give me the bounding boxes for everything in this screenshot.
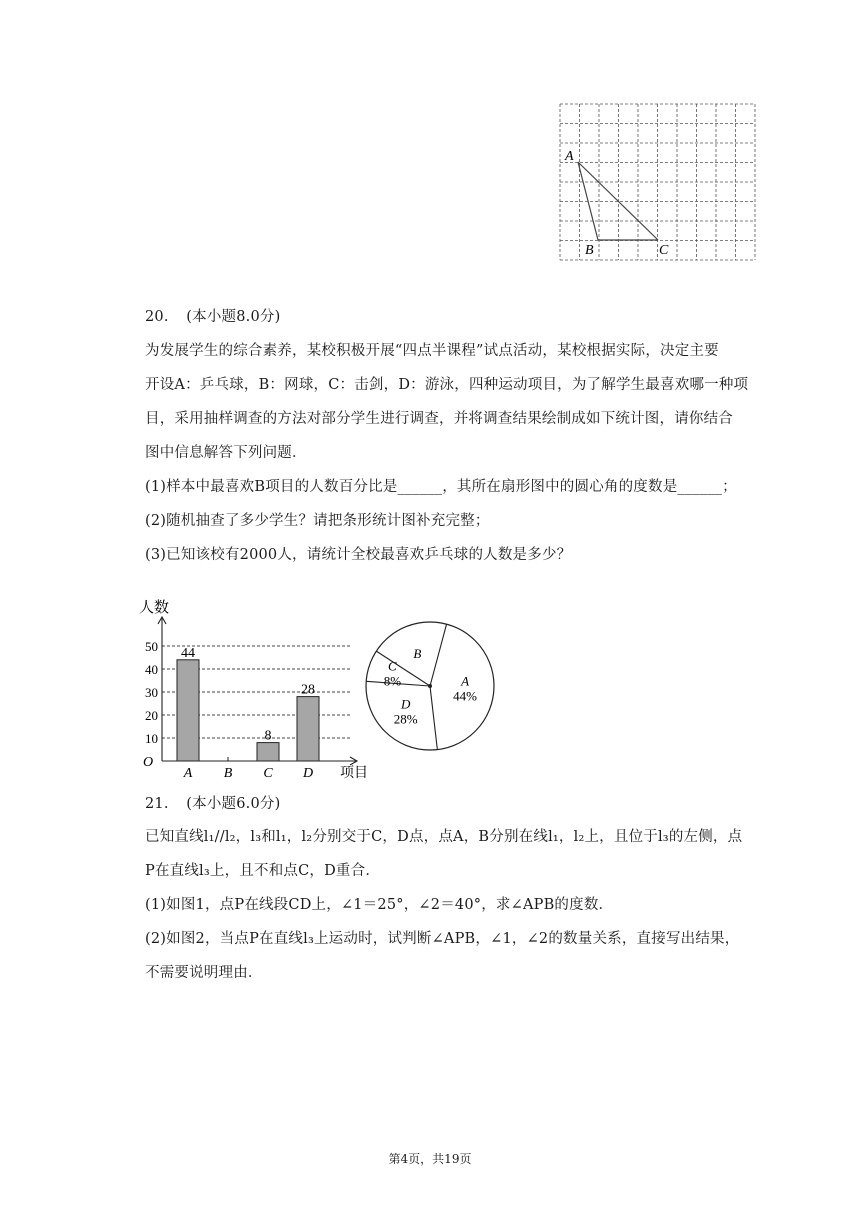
vertex-label-c: C xyxy=(659,243,669,258)
pie-center xyxy=(428,684,432,688)
pie-label-d: D xyxy=(400,696,411,712)
page-footer: 第4页，共19页 xyxy=(388,1152,472,1166)
q21-part-2: (2)如图2，当点P在直线l₃上运动时，试判断∠APB，∠1，∠2的数量关系，直接写出结果， xyxy=(145,931,740,947)
bar-c xyxy=(257,743,279,761)
pie-label-c: C xyxy=(388,658,397,674)
q21-header xyxy=(145,792,280,813)
category-label-d: D xyxy=(302,766,314,781)
q20-header xyxy=(145,305,280,326)
triangle-side-ab xyxy=(578,162,598,240)
data-label-a: 44 xyxy=(181,645,195,661)
data-label-d: 28 xyxy=(301,682,315,698)
q21-line-2: P在直线l₃上，且不和点C，D重合． xyxy=(145,863,381,879)
grid-triangle-figure xyxy=(558,102,758,262)
q20-line-3: 目，采用抽样调查的方法对部分学生进行调查，并将调查结果绘制成如下统计图，请你结合 xyxy=(145,411,733,427)
bar-a xyxy=(177,660,199,761)
q20-line-1: 为发展学生的综合素养，某校积极开展“四点半课程”试点活动，某校根据实际，决定主要 xyxy=(145,343,719,359)
q20-line-2: 开设A：乒乓球，B：网球，C：击剑，D：游泳，四种运动项目，为了解学生最喜欢哪一种项 xyxy=(145,377,749,393)
q21-line-1: 已知直线l₁//l₂，l₃和l₁，l₂分别交于C，D点，点A，B分别在线l₁，l₂上，且位于l₃的左侧，点 xyxy=(145,829,743,845)
q20-number: 20. xyxy=(145,309,169,325)
q20-line-4: 图中信息解答下列问题． xyxy=(145,445,307,461)
vertex-label-a: A xyxy=(565,149,574,164)
q21-line-5: 不需要说明理由． xyxy=(145,965,263,981)
pie-percent-d: 28% xyxy=(393,711,418,727)
q21-score: (本小题6.0分) xyxy=(186,796,281,812)
pie-percent-a: 44% xyxy=(453,688,478,704)
q20-part-1: (1)样本中最喜欢B项目的人数百分比是______，其所在扇形图中的圆心角的度数是______； xyxy=(145,479,737,495)
bar-d xyxy=(297,697,319,761)
y-tick-label: 40 xyxy=(145,662,158,677)
vertex-label-b: B xyxy=(585,243,594,258)
pie-label-a: A xyxy=(461,673,470,689)
data-label-c: 8 xyxy=(264,728,272,744)
q20-part-2: (2)随机抽查了多少学生？请把条形统计图补充完整； xyxy=(145,513,490,529)
bar-chart xyxy=(135,595,380,785)
q20-part-3: (3)已知该校有2000人，请统计全校最喜欢乒乓球的人数是多少？ xyxy=(145,547,572,563)
q21-number: 21. xyxy=(145,796,169,812)
y-tick-label: 10 xyxy=(145,731,158,746)
triangle-side-ac xyxy=(578,162,658,240)
category-label-a: A xyxy=(183,766,193,781)
category-label-b: B xyxy=(223,766,233,781)
y-tick-label: 20 xyxy=(145,708,158,723)
x-axis-label: 项目 xyxy=(340,766,368,781)
pie-percent-c: 8% xyxy=(383,673,402,689)
y-axis-label: 人数 xyxy=(139,600,170,616)
origin-label: O xyxy=(143,755,154,770)
pie-chart xyxy=(360,620,500,760)
q21-part-1: (1)如图1，点P在线段CD上，∠1＝25°，∠2＝40°，求∠APB的度数． xyxy=(145,897,614,913)
category-label-c: C xyxy=(263,766,273,781)
pie-label-b: B xyxy=(413,646,422,662)
y-tick-label: 30 xyxy=(145,685,158,700)
y-tick-label: 50 xyxy=(145,639,158,654)
q20-score: (本小题8.0分) xyxy=(186,309,281,325)
